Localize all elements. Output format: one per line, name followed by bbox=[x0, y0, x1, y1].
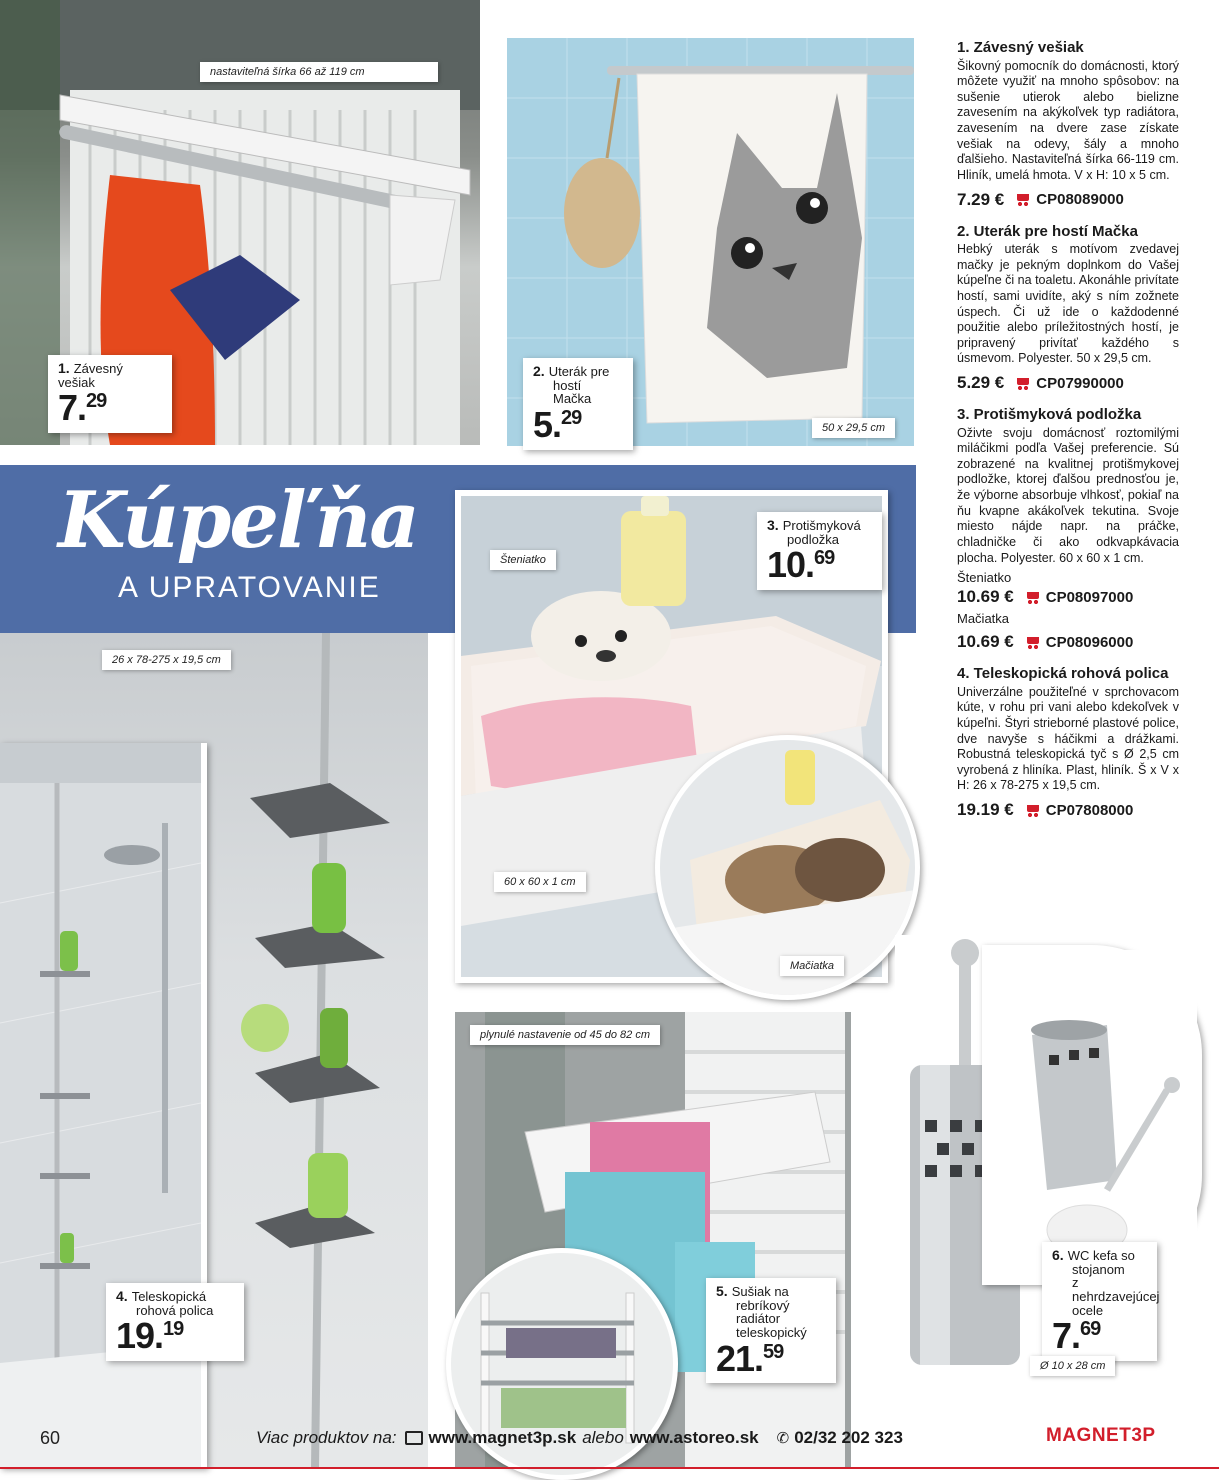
price-tag-radiator-dryer bbox=[706, 1278, 836, 1383]
link-magnet3p[interactable]: www.magnet3p.sk bbox=[428, 1428, 577, 1447]
tag-label-line2: podložka bbox=[787, 531, 840, 547]
tag-number: 4. bbox=[116, 1288, 128, 1304]
desc-title: 4. Teleskopická rohová polica bbox=[957, 665, 1169, 683]
banner-script-title: Kúpeľňa bbox=[58, 475, 418, 566]
cart-icon[interactable] bbox=[1024, 636, 1040, 649]
photo-wc-brush-inset bbox=[982, 945, 1202, 1285]
tag-label-line1: WC kefa so bbox=[1067, 1248, 1135, 1263]
tag-label-line3: teleskopický bbox=[736, 1324, 807, 1340]
banner-subtitle: A UPRATOVANIE bbox=[118, 571, 381, 604]
tag-label-line1: Sušiak na bbox=[731, 1284, 789, 1299]
phone-number[interactable]: 02/32 202 323 bbox=[794, 1428, 903, 1447]
tag-price: 19.19 bbox=[116, 1315, 184, 1357]
price-tag-cat-towel bbox=[523, 358, 633, 450]
desc-corner-shelf bbox=[957, 666, 1179, 820]
tag-number: 5. bbox=[716, 1283, 728, 1299]
cart-icon[interactable] bbox=[1024, 804, 1040, 817]
tag-label-line1: Protišmyková bbox=[782, 518, 861, 533]
tag-number: 3. bbox=[767, 517, 779, 533]
tag-label-line1: Teleskopická bbox=[131, 1289, 207, 1304]
desc-price: 10.69 € bbox=[957, 587, 1014, 607]
footer-more-text: Viac produktov na: bbox=[256, 1428, 397, 1447]
product-code: CP08097000 bbox=[1045, 588, 1134, 606]
desc-mat bbox=[957, 407, 1179, 652]
product-code: CP07808000 bbox=[1045, 801, 1134, 819]
cart-icon[interactable] bbox=[1014, 377, 1030, 390]
desc-text: Hebký uterák s motívom zvedavej mačky je pekným doplnkom do Vašej kúpeľne či na toaletu. Akonáhle privítate hostí, sami uvidíte, aký s ním zožnete úspech. Či už ide o každodenné použitie alebo príležitostných hostí, je pripravený privítať každého s úsmevom. Polyester. 50 x 29,5 cm. bbox=[957, 242, 1179, 366]
tag-number: 6. bbox=[1052, 1247, 1064, 1263]
desc-text: Univerzálne použiteľné v sprchovacom kúte, v rohu pri vani alebo kdekoľvek v kúpeľni. Štyri strieborné plastové police, dve navyše s háčikmi a drážkami. Robustná teleskopická tyč s Ø 2,5 cm vyrobená z hliníka. Plast, hliník. Š x V x H: 26 x 78-275 x 19,5 cm. bbox=[957, 684, 1179, 793]
product-code: CP08096000 bbox=[1045, 633, 1134, 651]
desc-price: 10.69 € bbox=[957, 632, 1014, 652]
footer-divider bbox=[0, 1467, 1219, 1469]
tag-label-line1: Uterák pre bbox=[548, 364, 610, 379]
dim-label-cat-towel: 50 x 29,5 cm bbox=[812, 418, 895, 438]
footer-or-text: alebo bbox=[582, 1428, 624, 1447]
variant-name: Šteniatko bbox=[957, 570, 1012, 586]
cart-icon[interactable] bbox=[1024, 591, 1040, 604]
desc-title: 2. Uterák pre hostí Mačka bbox=[957, 222, 1138, 240]
tag-number: 1. bbox=[58, 360, 70, 376]
phone-icon: ✆ bbox=[776, 1430, 790, 1447]
dim-label-hanger: nastaviteľná šírka 66 až 119 cm bbox=[200, 62, 438, 82]
wc-brush-inset-illustration bbox=[987, 950, 1197, 1280]
desc-title: 3. Protišmyková podložka bbox=[957, 406, 1142, 423]
desc-price: 7.29 € bbox=[957, 189, 1005, 209]
product-descriptions bbox=[957, 40, 1179, 834]
desc-hanger bbox=[957, 40, 1179, 210]
link-astoreo[interactable]: www.astoreo.sk bbox=[629, 1428, 759, 1447]
product-code: CP07990000 bbox=[1036, 374, 1124, 392]
tag-label-line3: z nehrdzavejúcej bbox=[1072, 1275, 1160, 1304]
tag-label-line2: stojanom bbox=[1072, 1261, 1125, 1277]
tag-price: 5.29 bbox=[533, 403, 582, 445]
dim-label-mat: 60 x 60 x 1 cm bbox=[494, 872, 586, 892]
tag-price: 10.69 bbox=[767, 544, 835, 586]
desc-text: Oživte svoju domácnosť roztomilými miláčikmi podľa Vašej preferencie. Sú zobrazené na kvalitnej protišmykovej podložke, ktorej ďalšou prednosťou je, že výborne absorbuje vlhkosť, pokiaľ na ňu kvapne akákoľvek tekutina. Svoje miesto nájde napr. na práčke, chladničke či ako odkvapkávacia plocha. Polyester. 60 x 60 x 1 cm. bbox=[957, 425, 1179, 565]
desc-text: Šikovný pomocník do domácnosti, ktorý môžete využiť na mnoho spôsobov: na sušenie utierok alebo bielizne zavesením na akýkoľvek typ radiátora, zavesením na dvere zase získate vešiak na odevy, šály a mnoho ďalšieho. Nastaviteľná šírka 66-119 cm. Hliník, umelá hmota. V x H: 10 x 5 cm. bbox=[957, 58, 1179, 182]
tag-label-line4: ocele bbox=[1072, 1302, 1104, 1318]
variant-name: Mačiatka bbox=[957, 611, 1010, 627]
variant-label-puppy: Šteniatko bbox=[490, 550, 556, 570]
variant-label-kittens: Mačiatka bbox=[780, 956, 844, 976]
cart-icon[interactable] bbox=[1014, 193, 1030, 206]
dim-label-corner-shelf: 26 x 78-275 x 19,5 cm bbox=[102, 650, 231, 670]
tag-price: 7.69 bbox=[1052, 1315, 1101, 1357]
dim-label-wc-brush: Ø 10 x 28 cm bbox=[1030, 1356, 1115, 1376]
desc-price: 19.19 € bbox=[957, 800, 1014, 819]
desc-price: 5.29 € bbox=[957, 373, 1005, 392]
tag-label: Závesný vešiak bbox=[58, 361, 123, 390]
tag-label-line2: hostí Mačka bbox=[553, 377, 592, 407]
desc-title: 1. Závesný vešiak bbox=[957, 39, 1084, 56]
tag-label-line2: rohová polica bbox=[136, 1302, 214, 1318]
tag-price: 7.29 bbox=[58, 387, 107, 429]
brand-logo: MAGNET3P bbox=[1046, 1425, 1156, 1446]
tag-label-line2: rebríkový radiátor bbox=[736, 1297, 790, 1327]
price-tag-hanger bbox=[48, 355, 172, 433]
tag-number: 2. bbox=[533, 363, 545, 379]
price-tag-corner-shelf bbox=[106, 1283, 244, 1361]
tag-price: 21.59 bbox=[716, 1337, 784, 1379]
price-tag-mat bbox=[757, 512, 882, 590]
product-code: CP08089000 bbox=[1036, 191, 1124, 208]
price-tag-wc-brush bbox=[1042, 1242, 1160, 1361]
monitor-icon bbox=[405, 1431, 423, 1445]
desc-cat-towel bbox=[957, 224, 1179, 394]
footer-links bbox=[256, 1428, 903, 1448]
dim-label-radiator-dryer: plynulé nastavenie od 45 do 82 cm bbox=[470, 1025, 660, 1045]
page-number: 60 bbox=[40, 1428, 61, 1448]
